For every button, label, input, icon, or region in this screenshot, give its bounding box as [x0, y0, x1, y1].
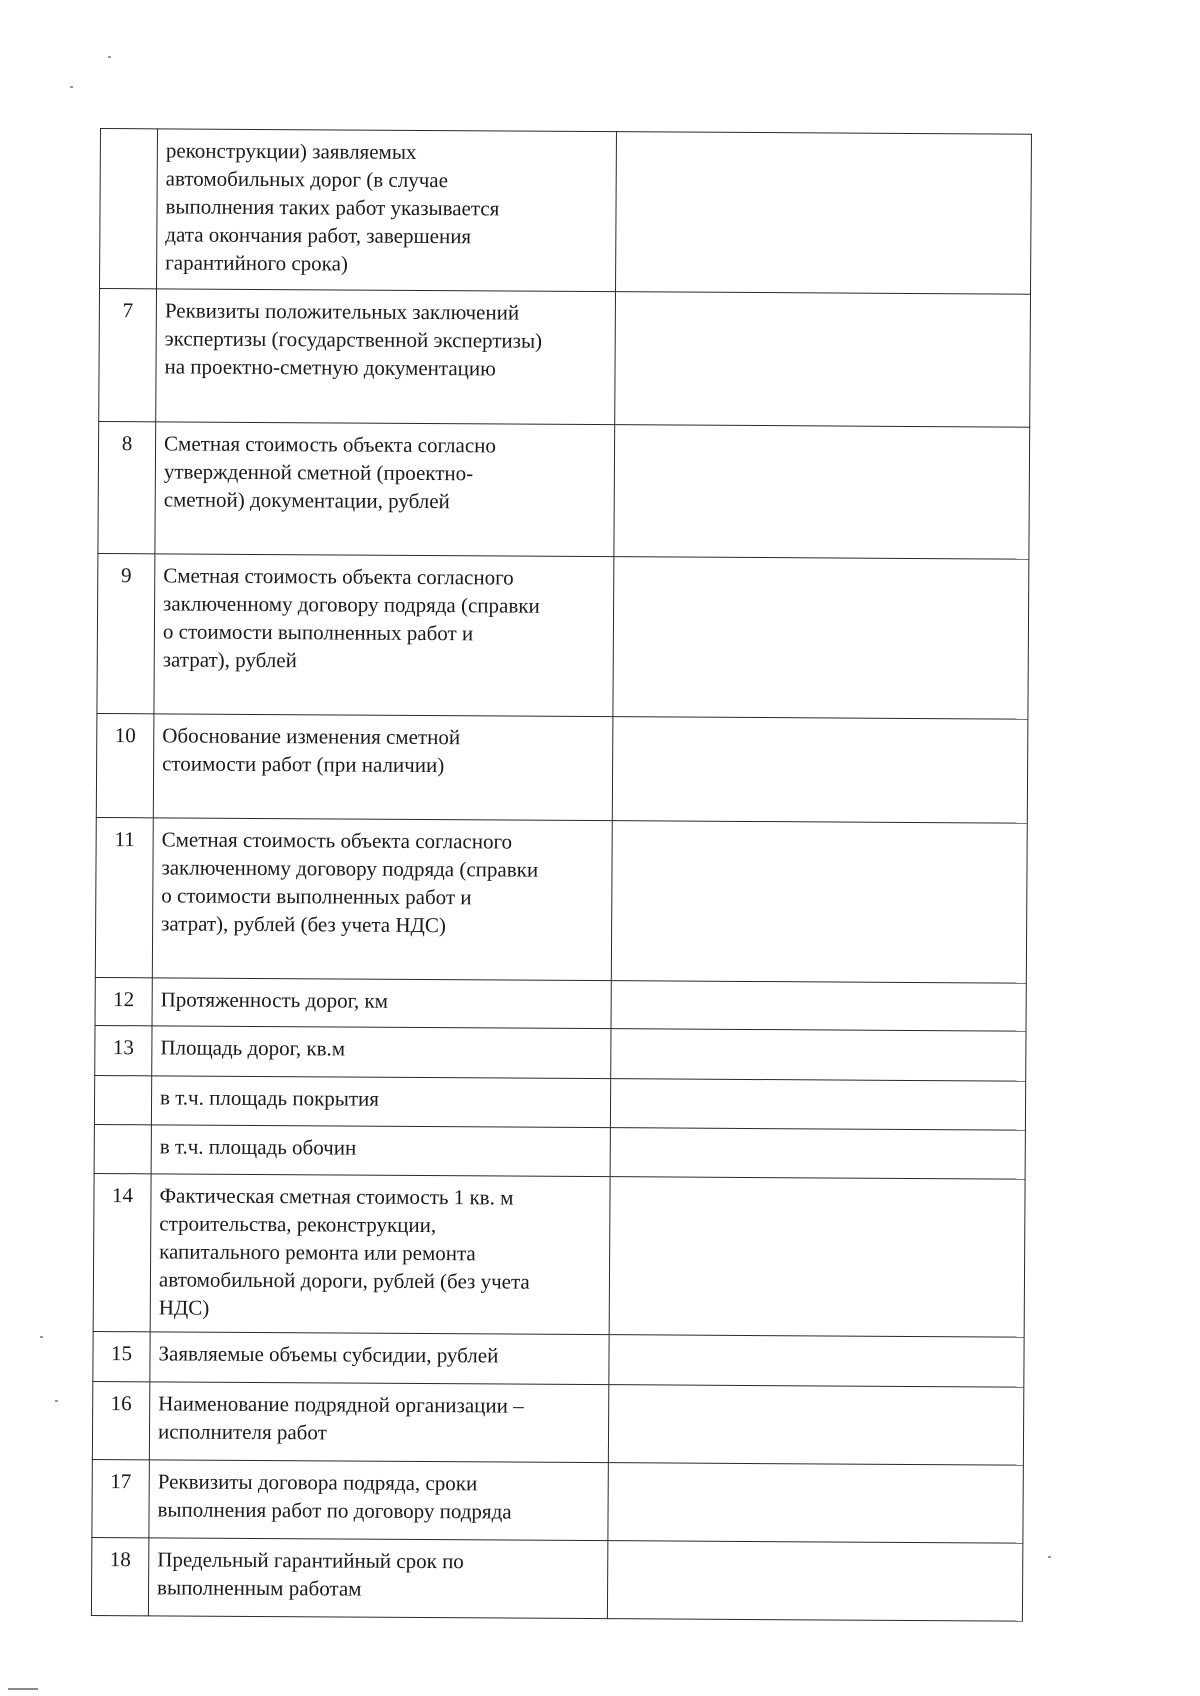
- row-number-cell: 8: [98, 421, 156, 553]
- form-table-body: [91, 129, 1031, 1622]
- row-description-cell: Сметная стоимость объекта согласного заключенному договору подряда (справки о стоимости выполненных работ и затрат), рублей: [154, 554, 614, 717]
- table-row: [94, 1124, 1025, 1179]
- row-value-cell[interactable]: [608, 1463, 1023, 1544]
- row-value-cell[interactable]: [607, 1541, 1022, 1622]
- row-description-cell: Обоснование изменения сметной стоимости работ (при наличии): [153, 714, 613, 821]
- scan-speck: [70, 86, 73, 88]
- table-row: [98, 421, 1030, 559]
- row-value-cell[interactable]: [611, 981, 1026, 1032]
- scan-speck: [40, 1336, 43, 1338]
- row-description-cell: Сметная стоимость объекта согласного заключенному договору подряда (справки о стоимости выполненных работ и затрат), рублей (без учета НДС): [152, 818, 612, 981]
- row-number-cell: 15: [93, 1331, 150, 1381]
- row-value-cell[interactable]: [614, 425, 1030, 560]
- row-description-cell: в т.ч. площадь покрытия: [151, 1076, 610, 1128]
- row-number-cell: 9: [97, 553, 155, 713]
- application-form-table: [91, 128, 1032, 1622]
- table-row: [91, 1537, 1022, 1621]
- row-number-cell: 12: [95, 977, 152, 1025]
- table-row: [93, 1331, 1024, 1387]
- row-number-cell: [94, 1075, 151, 1124]
- row-value-cell[interactable]: [613, 557, 1029, 720]
- row-description-cell: Площадь дорог, кв.м: [152, 1026, 611, 1079]
- table-row: [94, 1075, 1025, 1130]
- table-row: [97, 553, 1029, 719]
- row-number-cell: 7: [99, 289, 157, 422]
- row-description-cell: Наименование подрядной организации – исполнителя работ: [149, 1382, 608, 1463]
- table-row: [95, 1025, 1026, 1081]
- row-number-cell: [100, 129, 158, 289]
- row-value-cell[interactable]: [611, 1029, 1026, 1082]
- row-value-cell[interactable]: [610, 1128, 1025, 1180]
- row-description-cell: Реквизиты договора подряда, сроки выполнения работ по договору подряда: [149, 1460, 608, 1541]
- row-description-cell: реконструкции) заявляемых автомобильных дорог (в случае выполнения таких работ указывается дата окончания работ, завершения гарантийного срока): [157, 129, 617, 292]
- row-number-cell: [94, 1124, 151, 1173]
- row-value-cell[interactable]: [608, 1385, 1023, 1466]
- table-row: [100, 129, 1032, 295]
- row-number-cell: 16: [92, 1381, 149, 1459]
- row-number-cell: 11: [95, 817, 153, 977]
- row-value-cell[interactable]: [611, 821, 1027, 984]
- row-value-cell[interactable]: [612, 717, 1028, 824]
- row-description-cell: Протяженность дорог, км: [152, 978, 611, 1029]
- scan-mark: [8, 1688, 38, 1690]
- row-value-cell[interactable]: [609, 1335, 1024, 1388]
- row-description-cell: Заявляемые объемы субсидии, рублей: [150, 1332, 609, 1385]
- row-value-cell[interactable]: [610, 1079, 1025, 1131]
- row-value-cell[interactable]: [609, 1177, 1025, 1338]
- table-row: [95, 817, 1027, 983]
- table-row: [95, 977, 1026, 1031]
- row-number-cell: 14: [93, 1173, 151, 1331]
- row-value-cell[interactable]: [616, 132, 1032, 295]
- row-description-cell: в т.ч. площадь обочин: [151, 1125, 610, 1177]
- row-number-cell: 13: [95, 1025, 152, 1075]
- row-description-cell: Сметная стоимость объекта согласно утвержденной сметной (проектно- сметной) документации, рублей: [155, 422, 615, 557]
- row-description-cell: Фактическая сметная стоимость 1 кв. м строительства, реконструкции, капитального ремонта или ремонта автомобильной дороги, рублей (без учета НДС): [150, 1174, 610, 1335]
- row-description-cell: Реквизиты положительных заключений экспертизы (государственной экспертизы) на проектно-сметную документацию: [156, 289, 616, 425]
- row-description-cell: Предельный гарантийный срок по выполненным работам: [148, 1538, 607, 1619]
- table-row: [96, 713, 1028, 823]
- table-row: [99, 289, 1031, 428]
- row-number-cell: 18: [91, 1537, 148, 1615]
- table-row: [93, 1173, 1025, 1337]
- row-value-cell[interactable]: [615, 292, 1031, 428]
- scan-speck: [55, 1400, 58, 1402]
- scan-speck: [108, 56, 111, 58]
- scan-speck: [1048, 1556, 1051, 1558]
- table-row: [92, 1459, 1023, 1543]
- table-row: [92, 1381, 1023, 1465]
- row-number-cell: 17: [92, 1459, 149, 1537]
- row-number-cell: 10: [96, 713, 154, 817]
